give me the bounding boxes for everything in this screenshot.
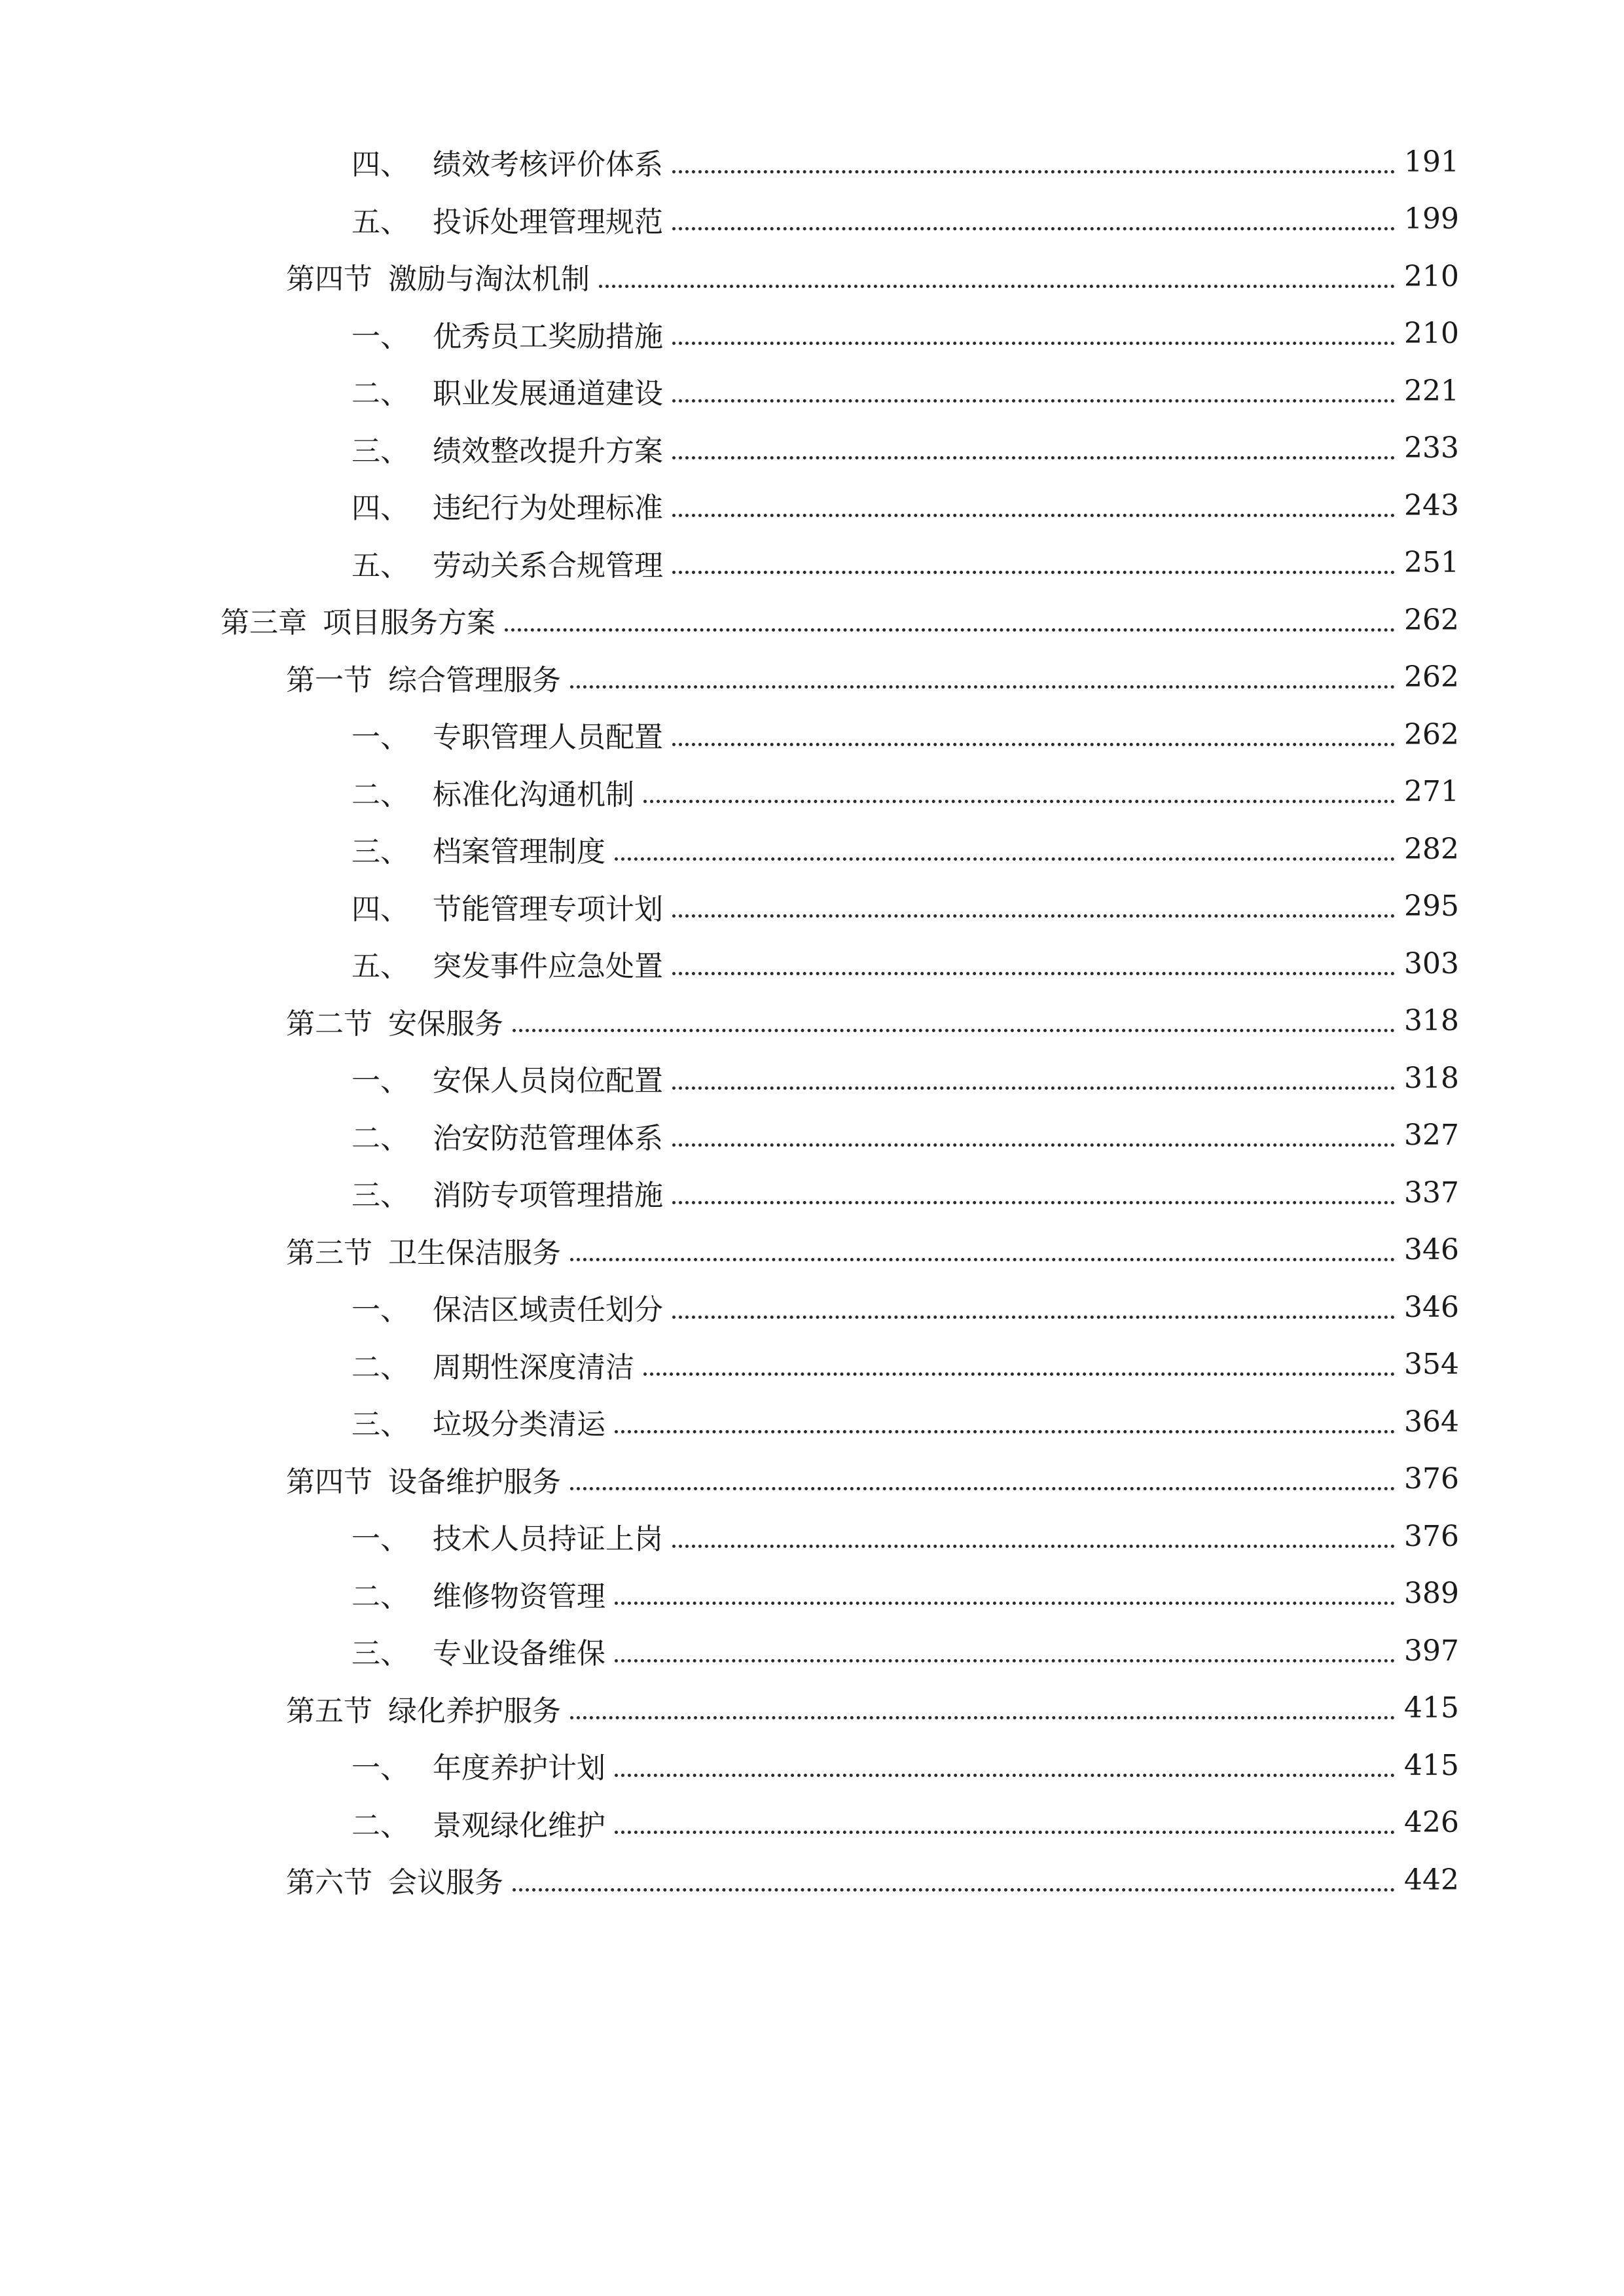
dot-leader bbox=[643, 1372, 1395, 1376]
toc-entry-page-number: 221 bbox=[1404, 374, 1459, 408]
toc-entry[interactable] bbox=[286, 1223, 1459, 1278]
dot-leader bbox=[570, 1258, 1395, 1261]
toc-entry[interactable] bbox=[286, 249, 1459, 304]
toc-entry-title: 标准化沟通机制 bbox=[433, 778, 634, 812]
toc-entry[interactable] bbox=[286, 650, 1459, 705]
toc-entry[interactable] bbox=[352, 1394, 1459, 1449]
toc-entry-number: 第二节 bbox=[286, 1007, 372, 1041]
toc-entry-page-number: 199 bbox=[1404, 202, 1459, 236]
dot-leader bbox=[615, 1430, 1395, 1433]
dot-leader bbox=[615, 857, 1395, 861]
dot-leader bbox=[672, 342, 1395, 345]
toc-entry-number: 四、 bbox=[352, 892, 409, 926]
toc-entry-number: 三、 bbox=[352, 835, 409, 869]
toc-entry-page-number: 262 bbox=[1404, 660, 1459, 694]
toc-entry[interactable] bbox=[286, 1681, 1459, 1736]
toc-entry-number: 二、 bbox=[352, 1579, 409, 1613]
toc-entry-number: 五、 bbox=[352, 950, 409, 983]
toc-entry-page-number: 191 bbox=[1404, 145, 1459, 179]
dot-leader bbox=[505, 628, 1395, 632]
toc-entry-page-number: 318 bbox=[1404, 1061, 1459, 1095]
toc-entry-title: 突发事件应急处置 bbox=[433, 950, 663, 983]
toc-entry-title: 治安防范管理体系 bbox=[433, 1121, 663, 1155]
dot-leader bbox=[672, 227, 1395, 230]
toc-entry-number: 二、 bbox=[352, 1808, 409, 1842]
toc-entry-title: 投诉处理管理规范 bbox=[433, 205, 663, 239]
dot-leader bbox=[672, 1316, 1395, 1319]
dot-leader bbox=[672, 456, 1395, 459]
toc-entry-title: 专职管理人员配置 bbox=[433, 721, 663, 754]
toc-entry-number: 一、 bbox=[352, 1293, 409, 1327]
toc-entry-title: 档案管理制度 bbox=[433, 835, 605, 869]
dot-leader bbox=[615, 1602, 1395, 1605]
dot-leader bbox=[672, 1545, 1395, 1548]
toc-entry-title: 年度养护计划 bbox=[433, 1751, 605, 1785]
toc-entry-number: 五、 bbox=[352, 205, 409, 239]
toc-entry-number: 四、 bbox=[352, 492, 409, 525]
toc-entry-number: 二、 bbox=[352, 1350, 409, 1384]
toc-entry[interactable] bbox=[352, 363, 1459, 418]
toc-entry-title: 卫生保洁服务 bbox=[388, 1236, 561, 1270]
toc-entry-page-number: 271 bbox=[1404, 775, 1459, 808]
toc-entry[interactable] bbox=[352, 1050, 1459, 1105]
toc-entry-title: 激励与淘汰机制 bbox=[388, 262, 590, 296]
toc-entry[interactable] bbox=[221, 592, 1459, 647]
toc-entry-number: 五、 bbox=[352, 548, 409, 583]
dot-leader bbox=[672, 914, 1395, 918]
toc-entry-number: 第五节 bbox=[286, 1694, 372, 1728]
toc-entry-title: 专业设备维保 bbox=[433, 1637, 605, 1670]
toc-entry[interactable] bbox=[352, 1795, 1459, 1850]
toc-entry[interactable] bbox=[352, 306, 1459, 361]
toc-entry-title: 消防专项管理措施 bbox=[433, 1179, 663, 1212]
toc-entry-title: 绩效整改提升方案 bbox=[433, 434, 663, 468]
dot-leader bbox=[672, 514, 1395, 517]
toc-entry-page-number: 233 bbox=[1404, 431, 1459, 465]
toc-entry-page-number: 327 bbox=[1404, 1119, 1459, 1152]
toc-entry[interactable] bbox=[352, 1165, 1459, 1220]
toc-entry-title: 违纪行为处理标准 bbox=[433, 492, 663, 525]
dot-leader bbox=[672, 1143, 1395, 1147]
toc-entry[interactable] bbox=[352, 1566, 1459, 1621]
toc-entry[interactable] bbox=[352, 1280, 1459, 1335]
toc-entry-title: 安保人员岗位配置 bbox=[433, 1064, 663, 1098]
dot-leader bbox=[570, 1487, 1395, 1490]
dot-leader bbox=[615, 1831, 1395, 1834]
toc-entry-title: 劳动关系合规管理 bbox=[433, 548, 663, 583]
toc-entry-page-number: 318 bbox=[1404, 1004, 1459, 1037]
dot-leader bbox=[615, 1774, 1395, 1777]
dot-leader bbox=[513, 1029, 1395, 1032]
dot-leader bbox=[513, 1888, 1395, 1892]
toc-entry-title: 技术人员持证上岗 bbox=[433, 1522, 663, 1556]
dot-leader bbox=[672, 743, 1395, 746]
toc-entry-page-number: 210 bbox=[1404, 317, 1459, 350]
toc-entry-title: 节能管理专项计划 bbox=[433, 892, 663, 926]
toc-entry-number: 第四节 bbox=[286, 262, 372, 296]
toc-entry[interactable] bbox=[352, 478, 1459, 533]
dot-leader bbox=[672, 571, 1395, 574]
toc-entry-page-number: 243 bbox=[1404, 488, 1459, 522]
toc-entry[interactable] bbox=[352, 707, 1459, 762]
toc-entry-number: 一、 bbox=[352, 319, 409, 353]
toc-entry-title: 项目服务方案 bbox=[323, 606, 496, 639]
toc-entry-number: 第三节 bbox=[286, 1236, 372, 1270]
dot-leader bbox=[672, 1201, 1395, 1204]
toc-entry-number: 二、 bbox=[352, 377, 409, 410]
toc-entry-page-number: 376 bbox=[1404, 1519, 1459, 1553]
toc-entry-page-number: 251 bbox=[1404, 546, 1459, 579]
toc-entry-title: 保洁区域责任划分 bbox=[433, 1293, 663, 1327]
toc-entry-page-number: 346 bbox=[1404, 1290, 1459, 1324]
dot-leader bbox=[672, 170, 1395, 173]
toc-entry-page-number: 295 bbox=[1404, 889, 1459, 923]
toc-entry-number: 一、 bbox=[352, 1064, 409, 1098]
toc-entry-number: 第六节 bbox=[286, 1866, 372, 1899]
toc-entry-page-number: 337 bbox=[1404, 1175, 1459, 1210]
dot-leader bbox=[643, 800, 1395, 803]
dot-leader bbox=[570, 685, 1395, 689]
toc-entry-title: 景观绿化维护 bbox=[433, 1808, 605, 1842]
toc-entry[interactable] bbox=[286, 994, 1459, 1049]
toc-entry-page-number: 262 bbox=[1404, 603, 1459, 637]
dot-leader bbox=[615, 1659, 1395, 1662]
toc-entry-title: 周期性深度清洁 bbox=[433, 1350, 634, 1384]
toc-entry-title: 维修物资管理 bbox=[433, 1579, 605, 1613]
dot-leader bbox=[570, 1716, 1395, 1719]
toc-entry-number: 一、 bbox=[352, 1751, 409, 1785]
toc-entry-title: 职业发展通道建设 bbox=[433, 377, 663, 410]
toc-entry-number: 四、 bbox=[352, 148, 409, 181]
toc-entry[interactable] bbox=[352, 535, 1459, 590]
toc-entry-page-number: 442 bbox=[1404, 1863, 1459, 1897]
toc-entry-number: 三、 bbox=[352, 1179, 409, 1212]
toc-entry-number: 第四节 bbox=[286, 1465, 372, 1499]
toc-entry[interactable] bbox=[352, 1337, 1459, 1392]
toc-entry-number: 三、 bbox=[352, 434, 409, 468]
toc-entry-title: 安保服务 bbox=[388, 1007, 503, 1041]
toc-entry-page-number: 262 bbox=[1404, 717, 1459, 751]
toc-entry-page-number: 426 bbox=[1404, 1806, 1459, 1839]
dot-leader bbox=[672, 972, 1395, 975]
toc-entry-page-number: 376 bbox=[1404, 1462, 1459, 1496]
toc-entry-number: 二、 bbox=[352, 1121, 409, 1155]
toc-entry-number: 第三章 bbox=[221, 606, 307, 639]
toc-entry-number: 一、 bbox=[352, 721, 409, 754]
toc-entry[interactable] bbox=[352, 1623, 1459, 1678]
toc-entry-title: 综合管理服务 bbox=[388, 663, 561, 697]
dot-leader bbox=[672, 1086, 1395, 1090]
toc-entry[interactable] bbox=[286, 1852, 1459, 1907]
toc-entry[interactable] bbox=[352, 1108, 1459, 1163]
toc-entry-page-number: 397 bbox=[1404, 1634, 1459, 1668]
toc-entry-page-number: 354 bbox=[1404, 1348, 1459, 1381]
dot-leader bbox=[599, 285, 1395, 288]
toc-entry[interactable] bbox=[352, 764, 1459, 819]
toc-entry-title: 绩效考核评价体系 bbox=[433, 148, 663, 181]
dot-leader bbox=[672, 399, 1395, 403]
toc-entry-title: 会议服务 bbox=[388, 1866, 503, 1899]
toc-entry-number: 三、 bbox=[352, 1408, 409, 1441]
toc-entry-page-number: 282 bbox=[1404, 832, 1459, 866]
toc-entry-number: 一、 bbox=[352, 1522, 409, 1556]
toc-entry[interactable] bbox=[352, 936, 1459, 991]
toc-entry-number: 三、 bbox=[352, 1637, 409, 1670]
toc-entry-page-number: 303 bbox=[1404, 946, 1459, 980]
toc-entry[interactable] bbox=[352, 879, 1459, 934]
toc-entry[interactable] bbox=[352, 1509, 1459, 1564]
toc-entry[interactable] bbox=[352, 421, 1459, 476]
toc-entry-page-number: 415 bbox=[1404, 1748, 1459, 1782]
toc-entry-page-number: 389 bbox=[1404, 1577, 1459, 1610]
toc-entry-title: 绿化养护服务 bbox=[388, 1694, 561, 1728]
toc-entry-number: 第一节 bbox=[286, 663, 372, 697]
toc-entry-number: 二、 bbox=[352, 778, 409, 812]
toc-entry-title: 优秀员工奖励措施 bbox=[433, 319, 663, 353]
toc-entry[interactable] bbox=[352, 821, 1459, 876]
toc-entry[interactable] bbox=[352, 134, 1459, 189]
toc-entry-page-number: 210 bbox=[1404, 259, 1459, 293]
toc-entry-page-number: 346 bbox=[1404, 1233, 1459, 1266]
toc-entry-page-number: 415 bbox=[1404, 1691, 1459, 1725]
toc-entry-title: 设备维护服务 bbox=[388, 1465, 561, 1499]
toc-entry-page-number: 364 bbox=[1404, 1405, 1459, 1439]
toc-entry-title: 垃圾分类清运 bbox=[433, 1408, 605, 1441]
toc-entry[interactable] bbox=[286, 1452, 1459, 1507]
toc-entry[interactable] bbox=[352, 192, 1459, 247]
toc-entry[interactable] bbox=[352, 1738, 1459, 1793]
